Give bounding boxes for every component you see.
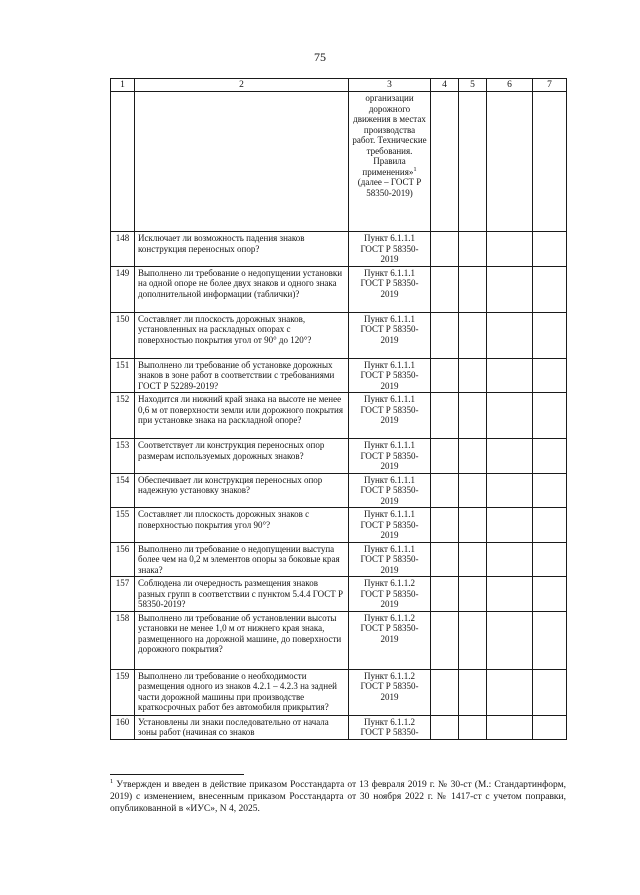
row-question: Обеспечивает ли конструкция переносных опор надежную установку знаков? bbox=[135, 473, 349, 508]
footnote-ref: 1 bbox=[413, 165, 417, 173]
table-row bbox=[111, 266, 567, 312]
reference-text: организации дорожного движения в местах производства работ. Технические требования. Правила применения» bbox=[352, 93, 427, 177]
table-row bbox=[111, 508, 567, 543]
cell-col-5 bbox=[459, 508, 487, 543]
table-row bbox=[111, 232, 567, 267]
row-reference: Пункт 6.1.1.1 ГОСТ Р 58350-2019 bbox=[349, 312, 431, 358]
page-number: 75 bbox=[314, 50, 326, 64]
cell-col-4 bbox=[431, 358, 459, 393]
cell-col-7 bbox=[533, 669, 567, 715]
row-question: Находится ли нижний край знака на высоте не менее 0,6 м от поверхности земли или дорожного покрытия при установке знака на раскладной опоре? bbox=[135, 393, 349, 439]
cell-col-5 bbox=[459, 266, 487, 312]
row-question: Выполнено ли требование о недопущении установки на одной опоре не более двух знаков и одного знака дополнительной информации (таблички)? bbox=[135, 266, 349, 312]
cell-col-4 bbox=[431, 542, 459, 577]
cell-col-5 bbox=[459, 669, 487, 715]
row-question: Выполнено ли требование о необходимости размещения одного из знаков 4.2.1 – 4.2.3 на задней части дорожной машины при производстве краткосрочных работ без автомобиля прикрытия? bbox=[135, 669, 349, 715]
cell-col-4 bbox=[431, 669, 459, 715]
cell-col-5 bbox=[459, 312, 487, 358]
row-reference: Пункт 6.1.1.2 ГОСТ Р 58350-2019 bbox=[349, 669, 431, 715]
cell-col-4 bbox=[431, 577, 459, 612]
cell-col-7 bbox=[533, 473, 567, 508]
row-reference: Пункт 6.1.1.1 ГОСТ Р 58350-2019 bbox=[349, 266, 431, 312]
row-number: 155 bbox=[111, 508, 135, 543]
cell-col-4 bbox=[431, 266, 459, 312]
cell-col-4 bbox=[431, 715, 459, 739]
table-row bbox=[111, 715, 567, 739]
row-reference: Пункт 6.1.1.2 ГОСТ Р 58350- bbox=[349, 715, 431, 739]
table-row bbox=[111, 473, 567, 508]
cell-col-7 bbox=[533, 508, 567, 543]
cell-col-5 bbox=[459, 439, 487, 474]
row-number: 150 bbox=[111, 312, 135, 358]
row-question: Составляет ли плоскость дорожных знаков с поверхностью покрытия угол 90°? bbox=[135, 508, 349, 543]
row-question: Составляет ли плоскость дорожных знаков, установленных на раскладных опорах с поверхностью покрытия угол от 90° до 120°? bbox=[135, 312, 349, 358]
cell-col-7 bbox=[533, 232, 567, 267]
row-reference: Пункт 6.1.1.1 ГОСТ Р 58350-2019 bbox=[349, 232, 431, 267]
header-col-7: 7 bbox=[533, 79, 567, 92]
cell-col-6 bbox=[487, 439, 533, 474]
cell-col-6 bbox=[487, 312, 533, 358]
row-number: 148 bbox=[111, 232, 135, 267]
table-row bbox=[111, 669, 567, 715]
row-number bbox=[111, 92, 135, 232]
cell-col-4 bbox=[431, 393, 459, 439]
cell-col-6 bbox=[487, 266, 533, 312]
header-row bbox=[111, 79, 567, 92]
checklist-table bbox=[110, 78, 567, 740]
row-question: Выполнено ли требование о недопущении выступа более чем на 0,2 м элементов опоры за боковые края знака? bbox=[135, 542, 349, 577]
cell-col-4 bbox=[431, 312, 459, 358]
cell-col-7 bbox=[533, 439, 567, 474]
table-row bbox=[111, 312, 567, 358]
footnote-marker: 1 bbox=[110, 778, 114, 785]
cell-col-4 bbox=[431, 92, 459, 232]
cell-col-5 bbox=[459, 715, 487, 739]
row-question bbox=[135, 92, 349, 232]
row-number: 153 bbox=[111, 439, 135, 474]
row-reference: Пункт 6.1.1.1 ГОСТ Р 58350-2019 bbox=[349, 358, 431, 393]
cell-col-6 bbox=[487, 358, 533, 393]
table-row-continuation bbox=[111, 92, 567, 232]
row-number: 151 bbox=[111, 358, 135, 393]
cell-col-7 bbox=[533, 715, 567, 739]
cell-col-7 bbox=[533, 358, 567, 393]
row-number: 154 bbox=[111, 473, 135, 508]
cell-col-6 bbox=[487, 508, 533, 543]
row-reference: Пункт 6.1.1.1 ГОСТ Р 58350-2019 bbox=[349, 393, 431, 439]
table-row bbox=[111, 577, 567, 612]
cell-col-7 bbox=[533, 312, 567, 358]
cell-col-6 bbox=[487, 611, 533, 669]
cell-col-5 bbox=[459, 542, 487, 577]
row-question: Выполнено ли требование об установке дорожных знаков в зоне работ в соответствии с требованиями ГОСТ Р 52289-2019? bbox=[135, 358, 349, 393]
table-row bbox=[111, 393, 567, 439]
cell-col-7 bbox=[533, 611, 567, 669]
row-number: 156 bbox=[111, 542, 135, 577]
table-row bbox=[111, 542, 567, 577]
row-reference: Пункт 6.1.1.1 ГОСТ Р 58350-2019 bbox=[349, 439, 431, 474]
row-question: Исключает ли возможность падения знаков конструкция переносных опор? bbox=[135, 232, 349, 267]
footnote-text: Утвержден и введен в действие приказом Росстандарта от 13 февраля 2019 г. № 30-ст (М.: Стандартинформ, 2019) с изменением, внесенным приказом Росстандарта от 30 ноября 2022 г. № 1417-ст с учетом поправки, опубликованной в «ИУС», N 4, 2025. bbox=[110, 780, 566, 814]
footnote bbox=[110, 779, 566, 815]
header-col-2: 2 bbox=[135, 79, 349, 92]
cell-col-7 bbox=[533, 266, 567, 312]
cell-col-4 bbox=[431, 508, 459, 543]
cell-col-5 bbox=[459, 92, 487, 232]
cell-col-4 bbox=[431, 439, 459, 474]
cell-col-6 bbox=[487, 715, 533, 739]
row-question: Установлены ли знаки последовательно от начала зоны работ (начиная со знаков bbox=[135, 715, 349, 739]
header-col-4: 4 bbox=[431, 79, 459, 92]
cell-col-7 bbox=[533, 393, 567, 439]
cell-col-6 bbox=[487, 92, 533, 232]
reference-text-tail: (далее – ГОСТ Р 58350-2019) bbox=[357, 177, 422, 198]
cell-col-4 bbox=[431, 232, 459, 267]
cell-col-6 bbox=[487, 393, 533, 439]
cell-col-5 bbox=[459, 611, 487, 669]
cell-col-5 bbox=[459, 473, 487, 508]
row-question: Соблюдена ли очередность размещения знаков разных групп в соответствии с пунктом 5.4.4 ГОСТ Р 58350-2019? bbox=[135, 577, 349, 612]
row-reference: Пункт 6.1.1.1 ГОСТ Р 58350-2019 bbox=[349, 508, 431, 543]
cell-col-5 bbox=[459, 393, 487, 439]
cell-col-5 bbox=[459, 232, 487, 267]
table-row bbox=[111, 611, 567, 669]
row-reference: Пункт 6.1.1.2 ГОСТ Р 58350-2019 bbox=[349, 577, 431, 612]
cell-col-5 bbox=[459, 577, 487, 612]
row-number: 158 bbox=[111, 611, 135, 669]
row-reference: Пункт 6.1.1.1 ГОСТ Р 58350-2019 bbox=[349, 473, 431, 508]
row-question: Выполнено ли требование об установлении высоты установки не менее 1,0 м от нижнего края знака, размещенного на дорожной машине, до поверхности дорожного покрытия? bbox=[135, 611, 349, 669]
header-col-6: 6 bbox=[487, 79, 533, 92]
cell-col-6 bbox=[487, 232, 533, 267]
cell-col-4 bbox=[431, 473, 459, 508]
cell-col-6 bbox=[487, 577, 533, 612]
table-row bbox=[111, 439, 567, 474]
cell-col-7 bbox=[533, 92, 567, 232]
cell-col-7 bbox=[533, 542, 567, 577]
footnote-separator bbox=[110, 774, 244, 775]
row-reference bbox=[349, 92, 431, 232]
cell-col-7 bbox=[533, 577, 567, 612]
header-col-5: 5 bbox=[459, 79, 487, 92]
row-number: 149 bbox=[111, 266, 135, 312]
row-number: 152 bbox=[111, 393, 135, 439]
row-reference: Пункт 6.1.1.1 ГОСТ Р 58350-2019 bbox=[349, 542, 431, 577]
cell-col-6 bbox=[487, 473, 533, 508]
header-col-1: 1 bbox=[111, 79, 135, 92]
row-number: 157 bbox=[111, 577, 135, 612]
cell-col-4 bbox=[431, 611, 459, 669]
cell-col-5 bbox=[459, 358, 487, 393]
row-number: 159 bbox=[111, 669, 135, 715]
row-reference: Пункт 6.1.1.2 ГОСТ Р 58350-2019 bbox=[349, 611, 431, 669]
cell-col-6 bbox=[487, 542, 533, 577]
row-number: 160 bbox=[111, 715, 135, 739]
header-col-3: 3 bbox=[349, 79, 431, 92]
table-row bbox=[111, 358, 567, 393]
cell-col-6 bbox=[487, 669, 533, 715]
row-question: Соответствует ли конструкция переносных опор размерам используемых дорожных знаков? bbox=[135, 439, 349, 474]
